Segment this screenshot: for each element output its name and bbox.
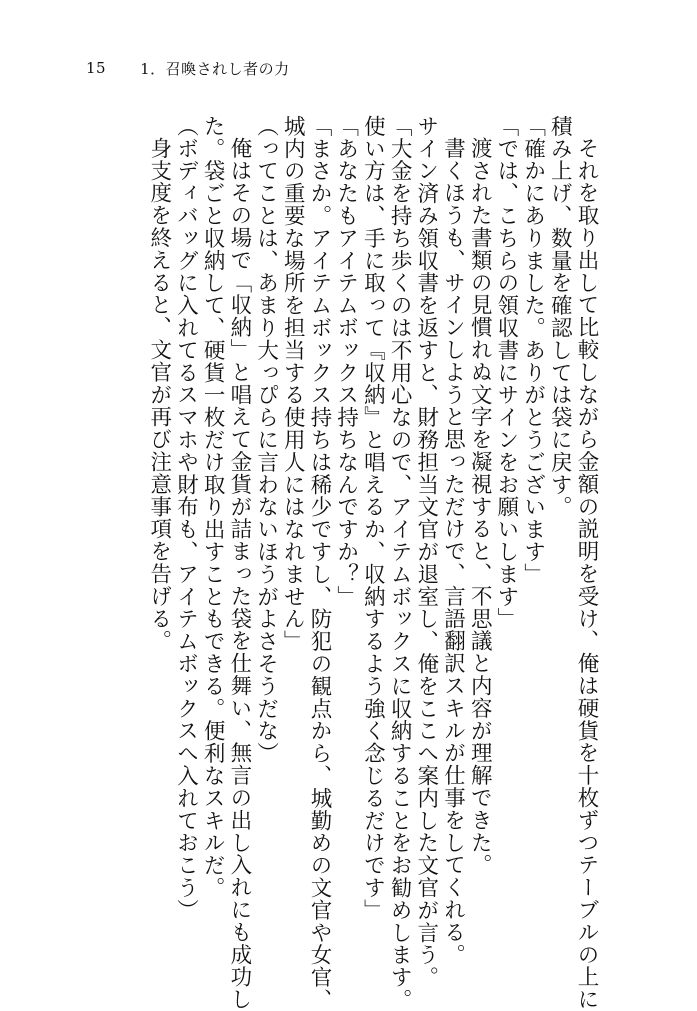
text-line: 書くほうも、サインしようと思っただけで、言語翻訳スキルが仕事をしてくれる。 bbox=[440, 136, 466, 966]
text-line: 「では、こちらの領収書にサインをお願いします」 bbox=[493, 115, 519, 631]
text-line: 俺はその場で「収納」と唱えて金貨が詰まった袋を仕舞い、無言の出し入れにも成功し bbox=[226, 136, 252, 1011]
text-line: 「まさか。アイテムボックス持ちは稀少ですし、防犯の観点から、城勤めの文官や女官、 bbox=[306, 115, 332, 1011]
text-line: 積み上げ、数量を確認しては袋に戻す。 bbox=[547, 115, 573, 519]
vertical-body-text bbox=[145, 115, 599, 1011]
text-line: 「確かにありました。ありがとうございます」 bbox=[520, 115, 546, 586]
text-line: （ってことは、あまり大っぴらに言わないほうがよさそうだな） bbox=[253, 115, 279, 765]
text-line: 「あなたもアイテムボックス持ちなんですか？」 bbox=[333, 115, 359, 608]
text-line: それを取り出して比較しながら金額の説明を受け、俺は硬貨を十枚ずつテーブルの上に bbox=[574, 136, 599, 1011]
text-line: た。袋ごと収納して、硬貨一枚だけ取り出すこともできる。便利なスキルだ。 bbox=[200, 115, 226, 899]
text-line: サイン済み領収書を返すと、財務担当文官が退室し、俺をここへ案内した文官が言う。 bbox=[413, 115, 439, 989]
text-line: 使い方は、手に取って『収納』と唱えるか、収納するよう強く念じるだけです」 bbox=[360, 115, 386, 922]
text-line: （ボディバッグに入れてるスマホや財布も、アイテムボックスへ入れておこう） bbox=[173, 115, 199, 922]
page-number: 15 bbox=[86, 59, 107, 77]
text-line: 城内の重要な場所を担当する使用人にはなれません」 bbox=[280, 115, 306, 653]
text-line: 渡された書類の見慣れぬ文字を凝視すると、不思議と内容が理解できた。 bbox=[467, 136, 493, 876]
text-line: 「大金を持ち歩くのは不用心なので、アイテムボックスに収納することをお勧めします。 bbox=[387, 115, 413, 1011]
text-line: 身支度を終えると、文官が再び注意事項を告げる。 bbox=[146, 136, 172, 652]
running-header bbox=[86, 56, 290, 80]
chapter-title: 1．召喚されし者の力 bbox=[140, 59, 290, 78]
